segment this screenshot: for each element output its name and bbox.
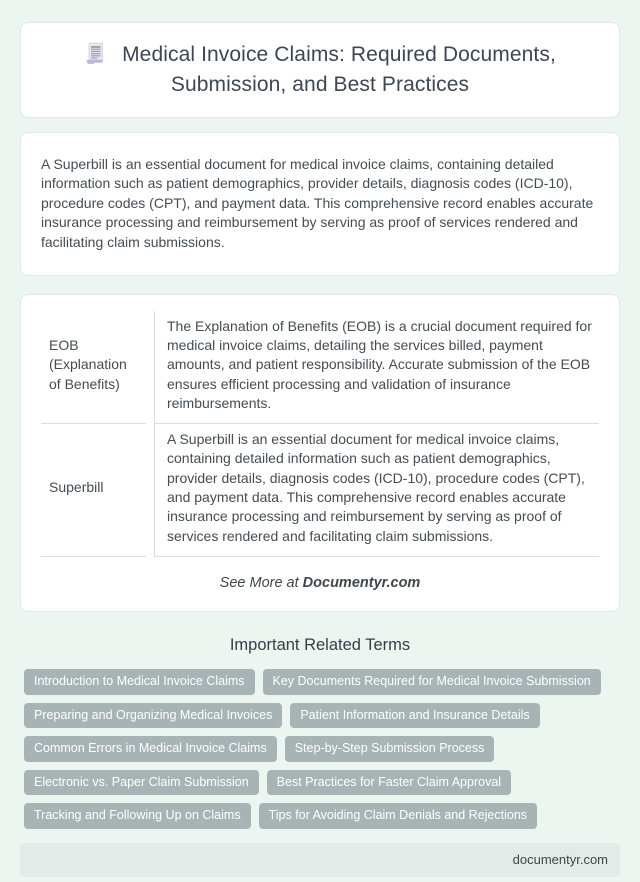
related-term-tag[interactable]: Best Practices for Faster Claim Approval <box>267 770 511 796</box>
footer-site-text: documentyr.com <box>512 852 608 868</box>
see-more-text: See More at <box>219 575 303 592</box>
related-term-tag[interactable]: Common Errors in Medical Invoice Claims <box>24 736 277 762</box>
related-term-tag[interactable]: Electronic vs. Paper Claim Submission <box>24 770 259 796</box>
intro-paragraph: A Superbill is an essential document for medical invoice claims, containing detailed information such as patient demographics, provider details, diagnosis codes (ICD-10), procedure codes (CPT), and payment data. This comprehensive record enables accurate insurance processing and reimbursement by serving as proof of services rendered and facilitating claim submissions. <box>41 155 594 250</box>
related-terms-heading: Important Related Terms <box>229 636 411 655</box>
term-definition: The Explanation of Benefits (EOB) is a crucial document required for medical invoice claims, detailing the services billed, payment amounts, and patient responsibility. Accurate submission of the EOB ensures efficient processing and validation of insurance reimbursements. <box>154 311 599 425</box>
header-card <box>20 22 620 118</box>
related-term-tag[interactable]: Introduction to Medical Invoice Claims <box>24 669 255 695</box>
related-term-tag[interactable]: Tips for Avoiding Claim Denials and Rejections <box>259 803 537 829</box>
definition-row <box>41 424 599 557</box>
receipt-icon <box>84 41 108 65</box>
definition-row <box>41 311 599 425</box>
related-term-tag[interactable]: Key Documents Required for Medical Invoice Submission <box>263 669 601 695</box>
term-name: Superbill <box>41 424 146 557</box>
intro-card <box>20 132 620 276</box>
related-term-tag[interactable]: Preparing and Organizing Medical Invoices <box>24 703 282 729</box>
term-definition: A Superbill is an essential document for medical invoice claims, containing detailed information such as patient demographics, provider details, diagnosis codes (ICD-10), procedure codes (CPT), and payment data. This comprehensive record enables accurate insurance processing and reimbursement by serving as proof of services rendered and facilitating claim submissions. <box>154 424 599 557</box>
footer-bar <box>20 843 620 877</box>
related-term-tag[interactable]: Patient Information and Insurance Details <box>290 703 539 729</box>
definitions-card <box>20 294 620 612</box>
related-terms-list <box>0 669 640 829</box>
page-title-text: Medical Invoice Claims: Required Documents, Submission, and Best Practices <box>122 43 556 96</box>
page-title <box>51 40 589 100</box>
see-more-line <box>41 575 599 591</box>
term-name: EOB (Explanation of Benefits) <box>41 311 146 425</box>
page <box>0 22 640 882</box>
related-term-tag[interactable]: Step-by-Step Submission Process <box>285 736 495 762</box>
brand-name: Documentyr.com <box>302 575 421 592</box>
definitions-table <box>41 311 599 557</box>
related-term-tag[interactable]: Tracking and Following Up on Claims <box>24 803 251 829</box>
